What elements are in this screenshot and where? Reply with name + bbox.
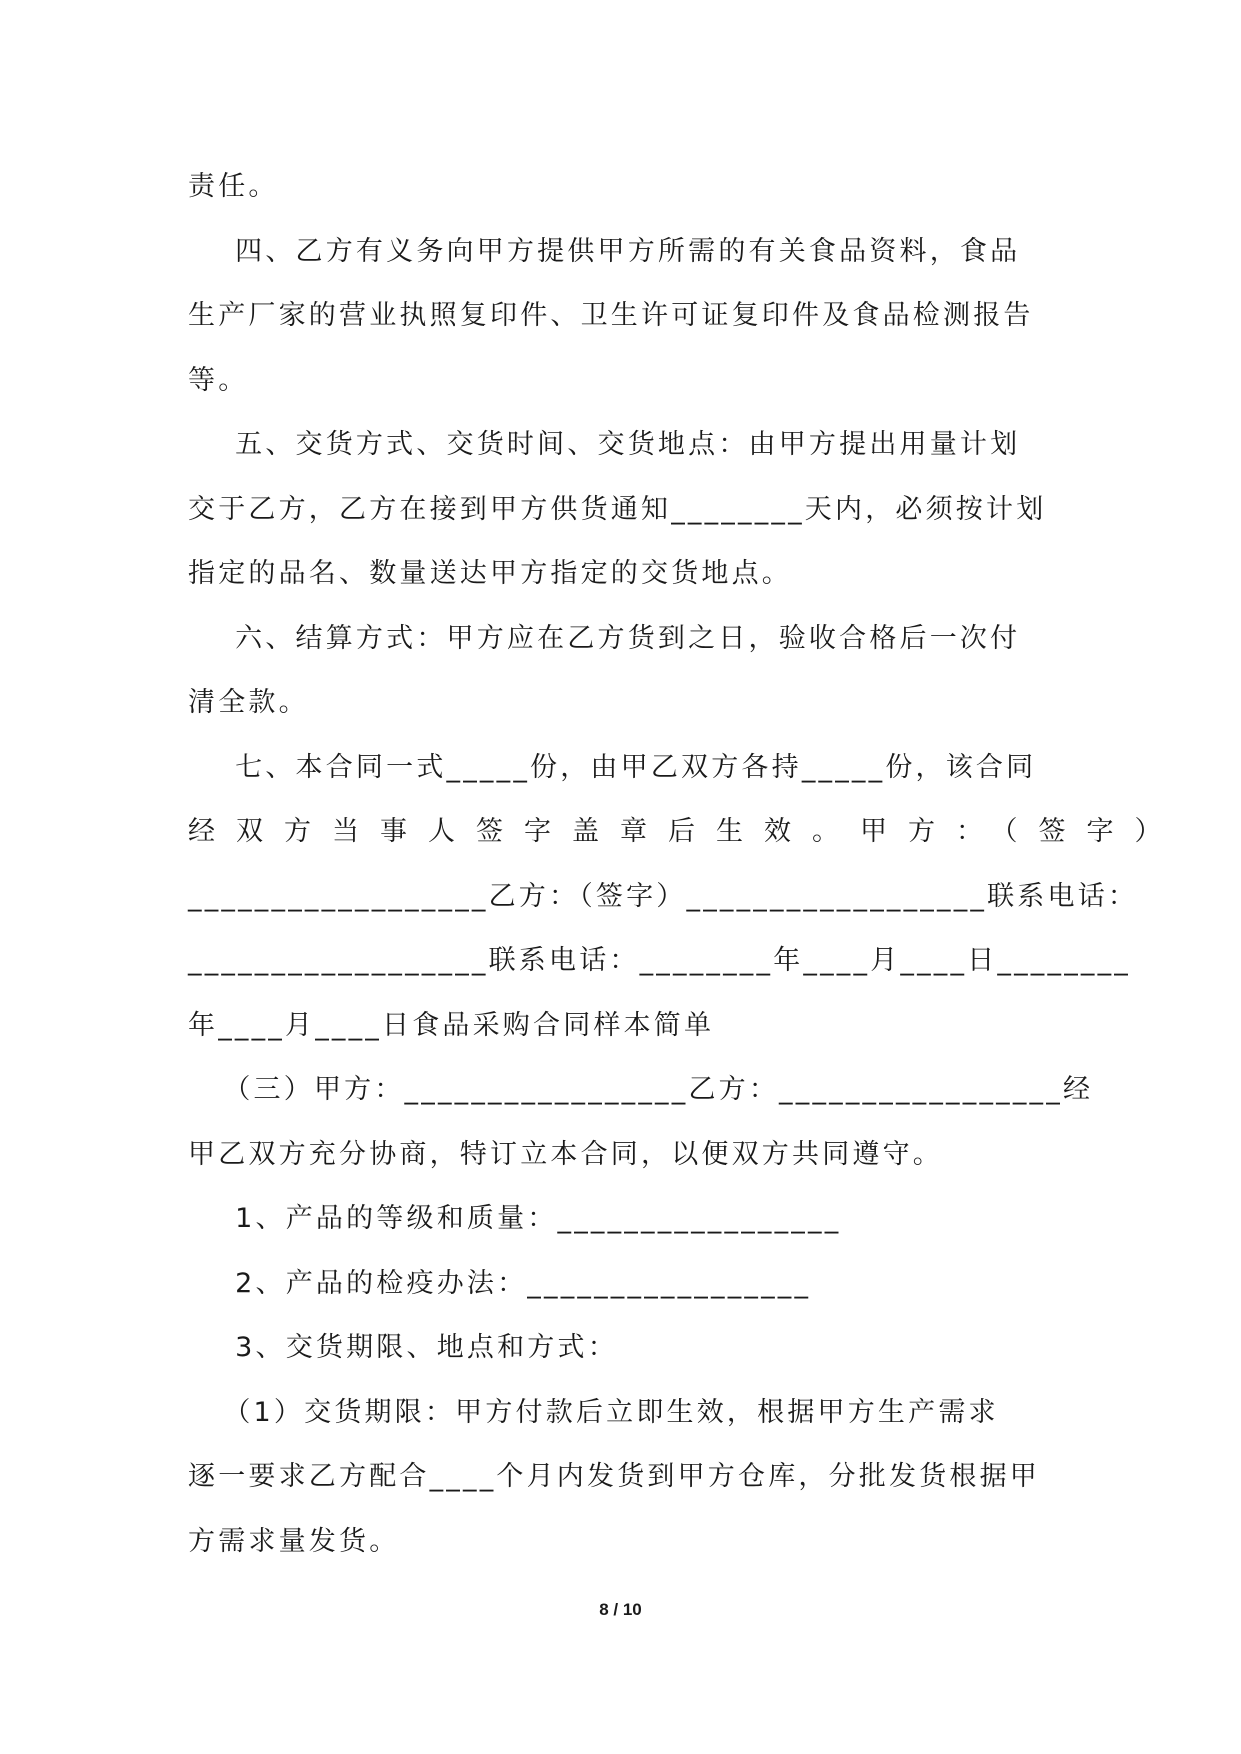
text-line: 交于乙方，乙方在接到甲方供货通知________天内，必须按计划: [188, 493, 1047, 525]
text-line: 3、交货期限、地点和方式：: [188, 1332, 618, 1363]
text-line: 2、产品的检疫办法：_________________: [188, 1267, 812, 1299]
text-line: 六、结算方式：甲方应在乙方货到之日，验收合格后一次付: [188, 622, 1021, 654]
text-line: 年____月____日食品采购合同样本简单: [188, 1009, 715, 1041]
text-line: __________________乙方：（签字）__________________联系电话：: [188, 880, 1139, 912]
text-line: 五、交货方式、交货时间、交货地点：由甲方提出用量计划: [188, 429, 1021, 460]
text-line: 方需求量发货。: [188, 1525, 400, 1557]
text-line: （三）甲方：_________________乙方：_________________经: [188, 1074, 1094, 1105]
text-line: 1、产品的等级和质量：_________________: [188, 1203, 842, 1234]
document-body: [188, 155, 1183, 1574]
text-line: （1）交货期限：甲方付款后立即生效，根据甲方生产需求: [188, 1396, 999, 1428]
text-line: 等。: [188, 364, 249, 396]
page-number: 8 / 10: [599, 1600, 642, 1619]
text-line: 逐一要求乙方配合____个月内发货到甲方仓库，分批发货根据甲: [188, 1461, 1040, 1492]
text-line: 责任。: [188, 171, 279, 202]
text-line: 经双方当事人签字盖章后生效。甲方：（签字）: [188, 816, 1183, 847]
text-line: 四、乙方有义务向甲方提供甲方所需的有关食品资料，食品: [188, 235, 1021, 267]
text-line: 七、本合同一式_____份，由甲乙双方各持_____份，该合同: [188, 751, 1037, 783]
text-line: 生产厂家的营业执照复印件、卫生许可证复印件及食品检测报告: [188, 300, 1034, 331]
text-line: 甲乙双方充分协商，特订立本合同，以便双方共同遵守。: [188, 1138, 943, 1170]
text-line: 指定的品名、数量送达甲方指定的交货地点。: [188, 558, 792, 589]
text-line: 清全款。: [188, 687, 309, 718]
text-line: __________________联系电话：________年____月____日________: [188, 945, 1131, 976]
